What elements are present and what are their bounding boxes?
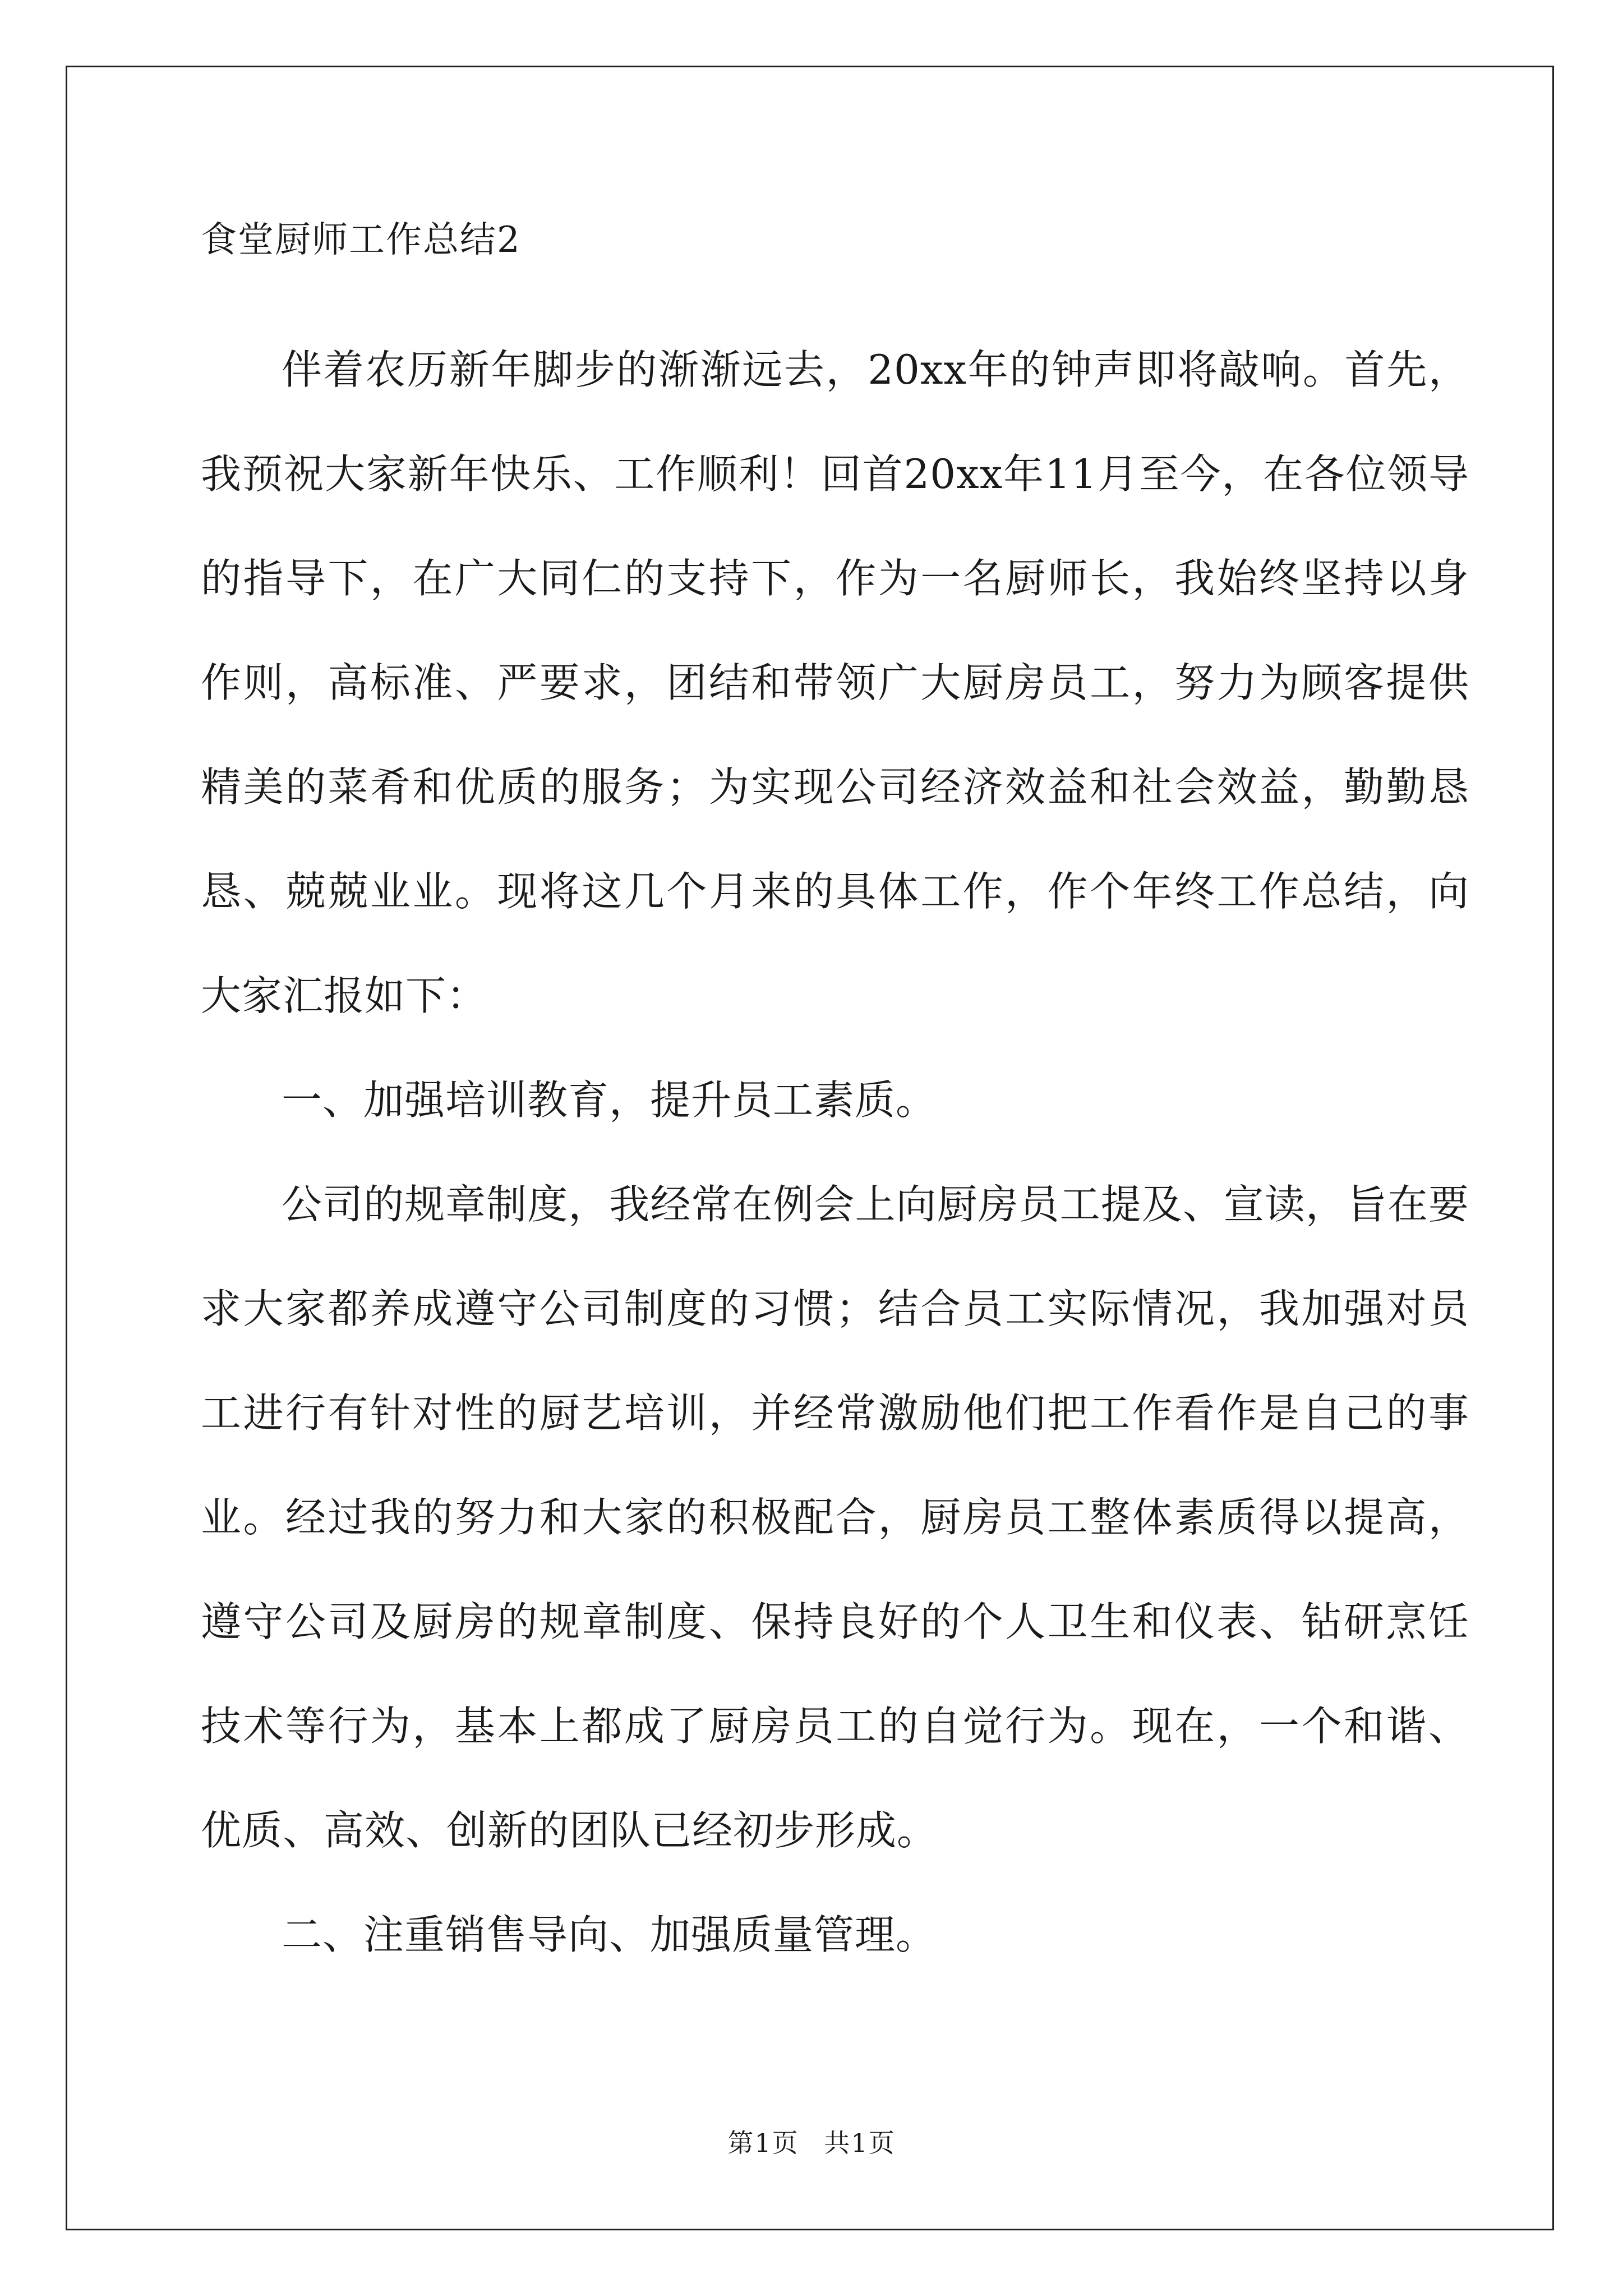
document-title: 食堂厨师工作总结2: [201, 219, 521, 261]
page-number-total: 共1页: [824, 2128, 896, 2158]
paragraph-intro: 伴着农历新年脚步的渐渐远去，20xx年的钟声即将敲响。首先，我预祝大家新年快乐、工作顺利！回首20xx年11月至今，在各位领导的指导下，在广大同仁的支持下，作为一名厨师长，我始终坚持以身作则，高标准、严要求，团结和带领广大厨房员工，努力为顾客提供精美的菜肴和优质的服务；为实现公司经济效益和社会效益，勤勤恳恳、兢兢业业。现将这几个月来的具体工作，作个年终工作总结，向大家汇报如下：: [201, 346, 1469, 1019]
section-heading-2: 二、注重销售导向、加强质量管理。: [282, 1911, 937, 1958]
document-body: [201, 213, 1469, 1987]
paragraph-training: 公司的规章制度，我经常在例会上向厨房员工提及、宣读，旨在要求大家都养成遵守公司制度的习惯；结合员工实际情况，我加强对员工进行有针对性的厨艺培训，并经常激励他们把工作看作是自己的事业。经过我的努力和大家的积极配合，厨房员工整体素质得以提高，遵守公司及厨房的规章制度、保持良好的个人卫生和仪表、钻研烹饪技术等行为，基本上都成了厨房员工的自觉行为。现在，一个和谐、优质、高效、创新的团队已经初步形成。: [201, 1181, 1469, 1854]
page-number-current: 第1页: [727, 2128, 799, 2158]
page-footer: [0, 2126, 1623, 2160]
section-heading-1: 一、加强培训教育，提升员工素质。: [282, 1076, 937, 1124]
